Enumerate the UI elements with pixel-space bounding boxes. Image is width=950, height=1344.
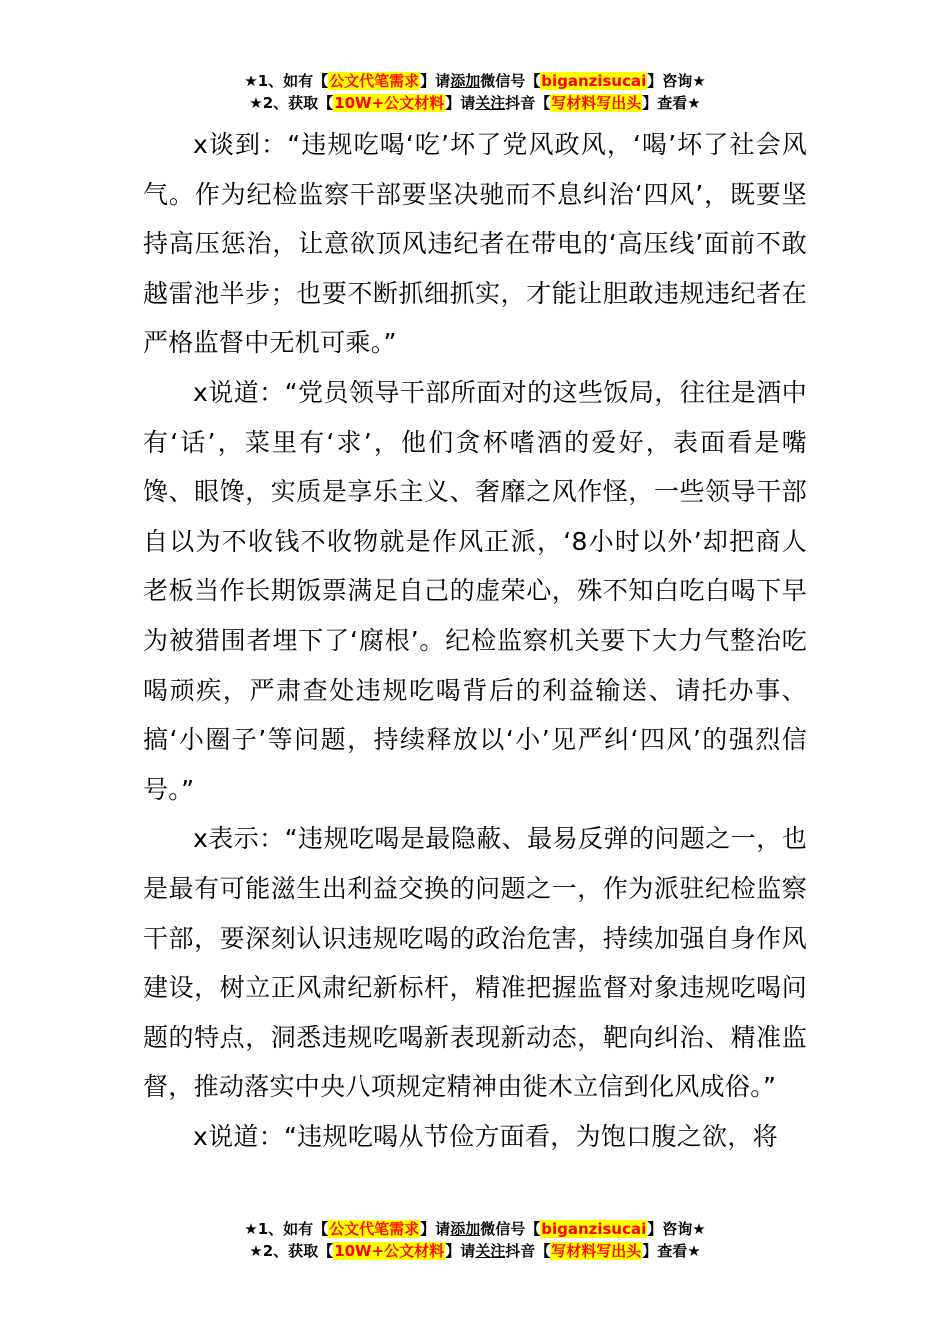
banner-line-2: ★2、获取【10W+公文材料】请关注抖音【写材料写出头】查看★ xyxy=(249,1242,701,1260)
header-banner xyxy=(0,70,950,114)
paragraph: x说道：“违规吃喝从节俭方面看，为饱口腹之欲，将 xyxy=(193,1121,778,1151)
footer-banner xyxy=(0,1218,950,1262)
document-body xyxy=(143,120,807,1161)
banner-line-1: ★1、如有【公文代笔需求】请添加微信号【biganzisucai】咨询★ xyxy=(244,72,706,90)
douyin-account: 写材料写出头 xyxy=(551,94,642,112)
banner-line-2: ★2、获取【10W+公文材料】请关注抖音【写材料写出头】查看★ xyxy=(249,94,701,112)
douyin-account: 写材料写出头 xyxy=(551,1242,642,1260)
wechat-id: biganzisucai xyxy=(541,1220,647,1238)
highlight-materials-text: 10W+公文材料 xyxy=(334,94,445,112)
banner-line-1: ★1、如有【公文代笔需求】请添加微信号【biganzisucai】咨询★ xyxy=(244,1220,706,1238)
highlight-service-text: 公文代笔需求 xyxy=(329,1220,420,1238)
paragraph: x谈到：“违规吃喝‘吃’坏了党风政风，‘喝’坏了社会风气。作为纪检监察干部要坚决驰而不息纠治‘四风’，既要坚持高压惩治，让意欲顶风违纪者在带电的‘高压线’面前不敢越雷池半步；也要不断抓细抓实，才能让胆敢违规违纪者在严格监督中无机可乘。” xyxy=(143,130,807,358)
highlight-service-text: 公文代笔需求 xyxy=(329,72,420,90)
paragraph: x说道：“党员领导干部所面对的这些饭局，往往是酒中有‘话’，菜里有‘求’，他们贪杯嗜酒的爱好，表面看是嘴馋、眼馋，实质是享乐主义、奢靡之风作怪，一些领导干部自以为不收钱不收物就是作风正派，‘8小时以外’却把商人老板当作长期饭票满足自己的虚荣心，殊不知白吃白喝下早为被猎围者埋下了‘腐根’。纪检监察机关要下大力气整治吃喝顽疾，严肃查处违规吃喝背后的利益输送、请托办事、搞‘小圈子’等问题，持续释放以‘小’见严纠‘四风’的强烈信号。” xyxy=(143,377,807,804)
highlight-materials-text: 10W+公文材料 xyxy=(334,1242,445,1260)
paragraph: x表示：“违规吃喝是最隐蔽、最易反弹的问题之一，也是最有可能滋生出利益交换的问题之一，作为派驻纪检监察干部，要深刻认识违规吃喝的政治危害，持续加强自身作风建设，树立正风肃纪新标杆，精准把握监督对象违规吃喝问题的特点，洞悉违规吃喝新表现新动态，靶向纠治、精准监督，推动落实中央八项规定精神由徙木立信到化风成俗。” xyxy=(143,824,807,1102)
wechat-id: biganzisucai xyxy=(541,72,647,90)
